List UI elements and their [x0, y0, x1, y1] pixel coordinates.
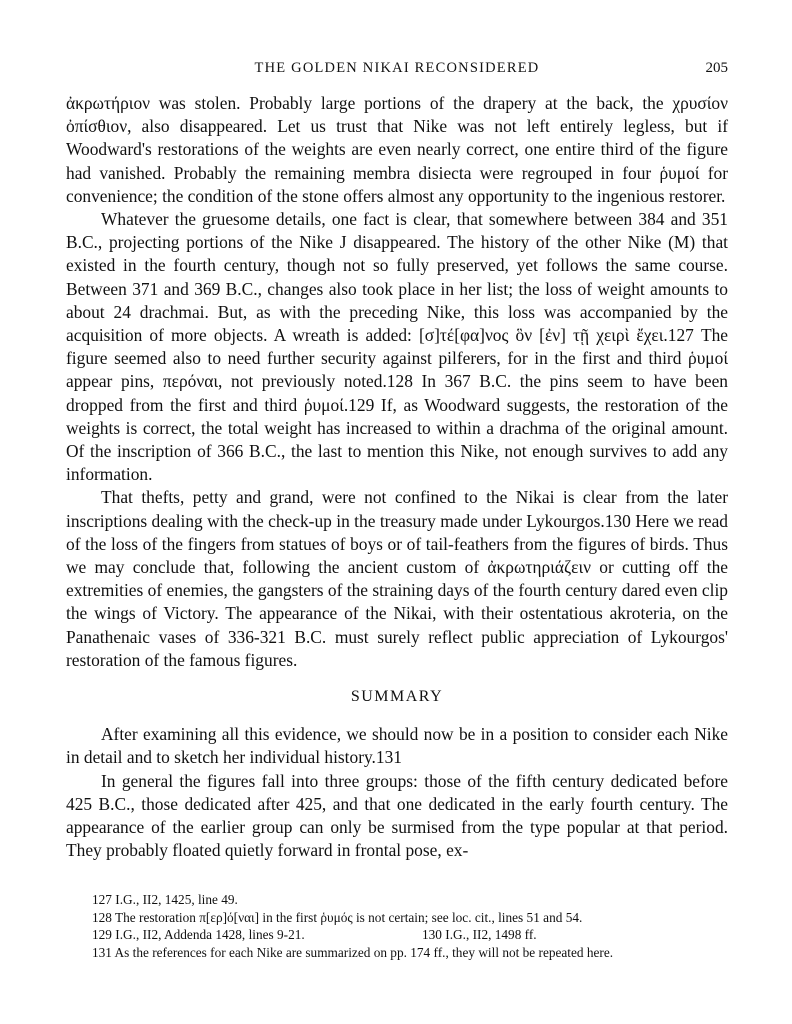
- page-number: 205: [705, 60, 728, 76]
- running-title: THE GOLDEN NIKAI RECONSIDERED: [254, 60, 540, 76]
- paragraph-4: After examining all this evidence, we should now be in a position to consider each Nike in detail and to sketch her individual history.131: [66, 724, 728, 768]
- body-text: [66, 92, 728, 863]
- page-header: [66, 60, 728, 82]
- paragraph-5: In general the figures fall into three groups: those of the fifth century dedicated before 425 B.C., those dedicated after 425, and that one dedicated in the early fourth century. The appearance of the earlier group can only be surmised from the type popular at that period. They probably floated quietly forward in frontal pose, ex-: [66, 770, 728, 861]
- paragraph-3: That thefts, petty and grand, were not confined to the Nikai is clear from the later inscriptions dealing with the check-up in the treasury made under Lykourgos.130 Here we read of the loss of the fingers from statues of boys or of tail-feathers from the figures of birds. Thus we may conclude that, following the ancient custom of ἀκρωτηριάζειν or cutting off the extremities of enemies, the gangsters of the straining days of the fourth century dared even clip the wings of Victory. The appearance of the Nikai, with their ostentatious akroteria, on the Panathenaic vases of 336-321 B.C. must surely reflect public appreciation of Lykourgos' restoration of the famous figures.: [66, 487, 728, 670]
- footnote-128: 128 The restoration π[ερ]ό[ναι] in the first ῥυμός is not certain; see loc. cit., lines 51 and 54.: [92, 909, 583, 925]
- paragraph-1: ἀκρωτήριον was stolen. Probably large portions of the drapery at the back, the χρυσίον ὀπίσθιον, also disappeared. Let us trust that Nike was not left entirely legless, but if Woodward's restorations of the weights are even nearly correct, one entire third of the figure had vanished. Probably the remaining membra disiecta were regrouped in four ῥυμοί for convenience; the condition of the stone offers almost any opportunity to the ingenious restorer.: [66, 93, 728, 206]
- footnote-129: 129 I.G., II2, Addenda 1428, lines 9-21.: [92, 927, 305, 943]
- footnotes: [66, 891, 728, 961]
- footnote-131: 131 As the references for each Nike are summarized on pp. 174 ff., they will not be repeated here.: [92, 944, 614, 960]
- section-heading-summary: SUMMARY: [350, 688, 444, 706]
- paragraph-2: Whatever the gruesome details, one fact is clear, that somewhere between 384 and 351 B.C., projecting portions of the Nike J disappeared. The history of the other Nike (M) that existed in the fourth century, though not so fully preserved, yet follows the same course. Between 371 and 369 B.C., changes also took place in her list; the loss of weight amounts to about 24 drachmai. But, as with the preceding Nike, this loss was accompanied by the acquisition of more objects. A wreath is added: [σ]τέ[φα]νος ὃν [ἐν] τῇ χειρὶ ἔχει.127 The figure seemed also to need further security against pilferers, for in the first and third ῥυμοί appear pins, περόναι, not previously noted.128 In 367 B.C. the pins seem to have been dropped from the first and third ῥυμοί.129 If, as Woodward suggests, the restoration of the weights is correct, the total weight has increased to within a drachma of the original amount. Of the inscription of 366 B.C., the last to mention this Nike, not enough survives to add any information.: [66, 209, 728, 485]
- footnote-130: 130 I.G., II2, 1498 ff.: [422, 927, 537, 943]
- footnote-127: 127 I.G., II2, 1425, line 49.: [92, 892, 238, 907]
- footnote-row: [66, 926, 728, 944]
